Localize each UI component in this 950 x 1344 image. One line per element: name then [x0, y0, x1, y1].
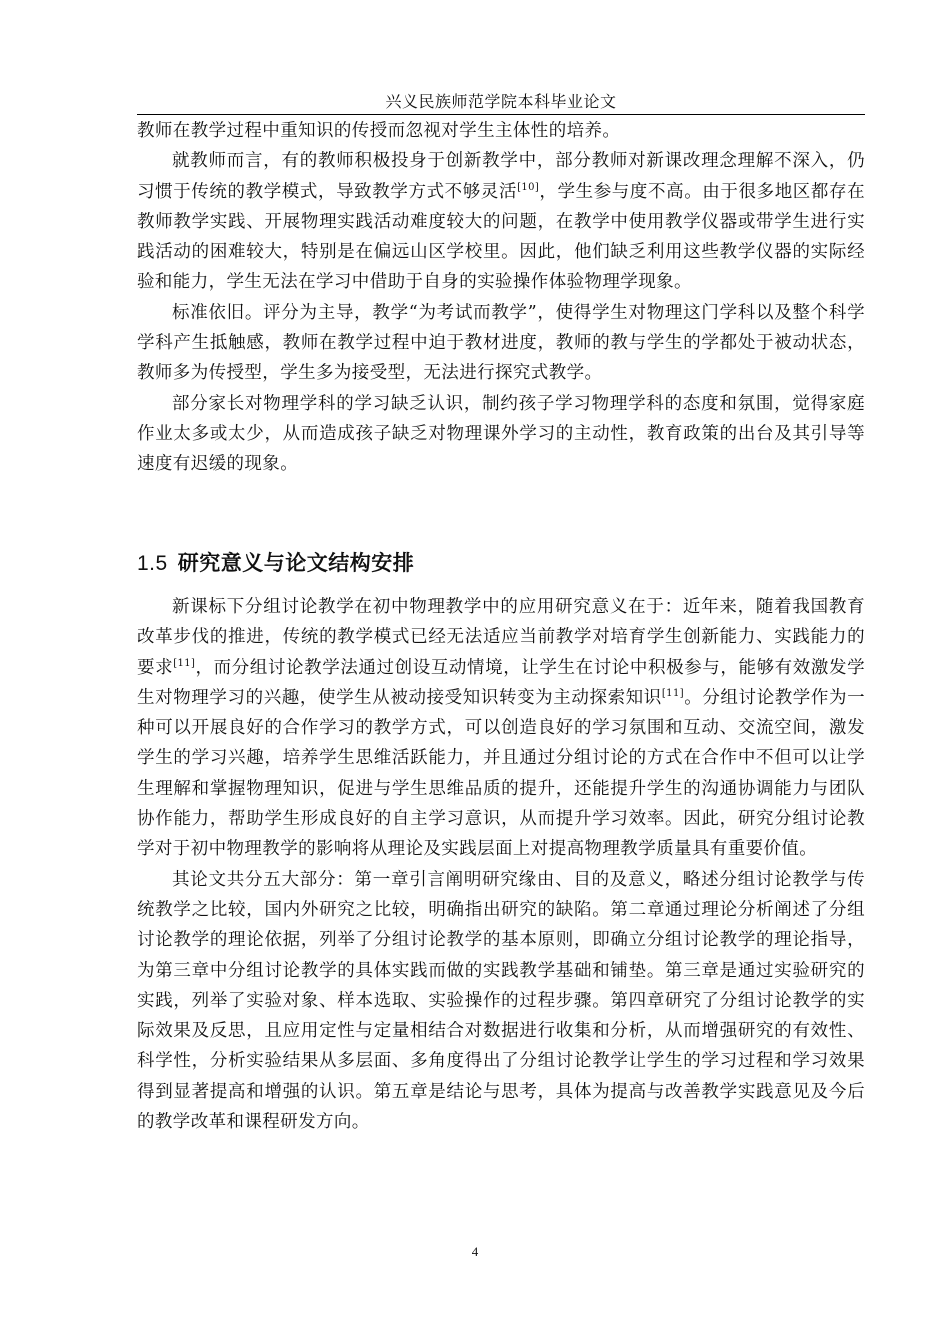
paragraph-continuation: 教师在教学过程中重知识的传授而忽视对学生主体性的培养。 — [137, 121, 621, 141]
citation-ref: [11] — [173, 657, 196, 669]
paragraph-text: 就教师而言，有的教师积极投身于创新教学中，部分教师对新课改理念理解不深入，仍习惯于传统的教学模式，导致教学方式不够灵活 — [137, 151, 865, 202]
paragraph-thesis-structure: 其论文共分五大部分：第一章引言阐明研究缘由、目的及意义，略述分组讨论教学与传统教学之比较，国内外研究之比较，明确指出研究的缺陷。第二章通过理论分析阐述了分组讨论教学的理论依据，列举了分组讨论教学的基本原则，即确立分组讨论教学的理论指导，为第三章中分组讨论教学的具体实践而做的实践教学基础和铺垫。第三章是通过实验研究的实践，列举了实验对象、样本选取、实验操作的过程步骤。第四章研究了分组讨论教学的实际效果及反思，且应用定性与定量相结合对数据进行收集和分析，从而增强研究的有效性、科学性，分析实验结果从多层面、多角度得出了分组讨论教学让学生的学习过程和学习效果得到显著提高和增强的认识。第五章是结论与思考，具体为提高与改善教学实践意见及今后的教学改革和课程研发方向。 — [137, 869, 865, 1133]
section-title: 研究意义与论文结构安排 — [177, 551, 415, 575]
paragraph-text: 。分组讨论教学作为一种可以开展良好的合作学习的教学方式，可以创造良好的学习氛围和互动、交流空间，激发学生的学习兴趣，培养学生思维活跃能力，并且通过分组讨论的方式在合作中不但可以让学生理解和掌握物理知识，促进与学生思维品质的提升，还能提升学生的沟通协调能力与团队协作能力，帮助学生形成良好的自主学习意识，从而提升学习效率。因此，研究分组讨论教学对于初中物理教学的影响将从理论及实践层面上对提高物理教学质量具有重要价值。 — [137, 687, 866, 860]
citation-ref: [11] — [661, 687, 685, 699]
header-divider — [137, 114, 865, 115]
paragraph-research-significance — [137, 592, 865, 865]
paragraph-text: ，学生参与度不高。由于很多地区都存在教师教学实践、开展物理实践活动难度较大的问题，在教学中使用教学仪器或带学生进行实践活动的困难较大，特别是在偏远山区学校里。因此，他们缺乏利用这些教学仪器的实际经验和能力，学生无法在学习中借助于自身的实验操作体验物理学现象。 — [137, 181, 865, 293]
section-number: 1.5 — [137, 552, 168, 575]
citation-ref: [10] — [517, 181, 540, 193]
paragraph-parent-factor: 部分家长对物理学科的学习缺乏认识，制约孩子学习物理学科的态度和氛围，觉得家庭作业太多或太少，从而造成孩子缺乏对物理课外学习的主动性，教育政策的出台及其引导等速度有迟缓的现象。 — [137, 393, 865, 475]
body-text-upper — [137, 116, 865, 480]
paragraph-teacher-factor — [137, 146, 865, 297]
body-text-lower — [137, 592, 865, 1137]
running-header: 兴义民族师范学院本科毕业论文 — [385, 92, 617, 111]
paragraph-text: 新课标下分组讨论教学在初中物理教学中的应用研究意义在于：近年来，随着我国教育改革步伐的推进，传统的教学模式已经无法适应当前教学对培育学生创新能力、实践能力的要求 — [137, 597, 865, 678]
paragraph-text: ，而分组讨论教学法通过创设互动情境，让学生在讨论中积极参与，能够有效激发学生对物理学习的兴趣，使学生从被动接受知识转变为主动探索知识 — [137, 657, 865, 708]
paragraph-evaluation-factor: 标准依旧。评分为主导，教学“为考试而教学”，使得学生对物理这门学科以及整个科学学科产生抵触感，教师在教学过程中迫于教材进度，教师的教与学生的学都处于被动状态，教师多为传授型，学生多为接受型，无法进行探究式教学。 — [137, 302, 865, 384]
page-number: 4 — [471, 1244, 479, 1259]
section-heading — [137, 549, 414, 578]
